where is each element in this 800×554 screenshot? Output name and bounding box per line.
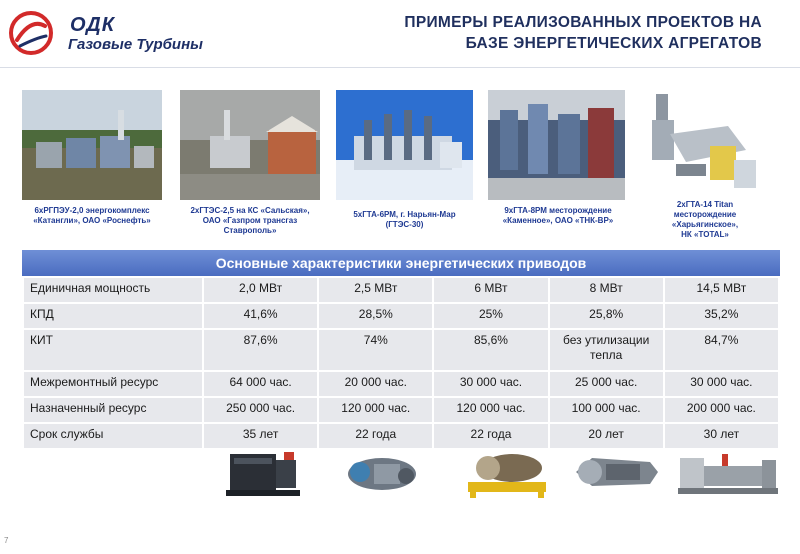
table-cell: 30 000 час. [433,371,548,397]
project-caption-4: 9хГТА-8РМ месторождение «Каменное», ОАО «ТНК-ВР» [502,206,614,225]
table-cell: 120 000 час. [318,397,433,423]
row-label: Единичная мощность [23,277,203,303]
row-label: Межремонтный ресурс [23,371,203,397]
table-row [23,329,779,371]
turbine-unit-render [650,90,760,200]
gas-piston-generator [224,446,302,498]
turbine-package [676,446,780,498]
table-cell: 41,6% [203,303,318,329]
project-caption-1: 6хРГПЭУ-2,0 энергокомплекс «Катангли», ОАО «Роснефть» [33,206,151,225]
company-logo [8,10,228,56]
table-cell: 25,8% [549,303,664,329]
table-title: Основные характеристики энергетических приводов [22,250,780,276]
table-cell: 8 МВт [549,277,664,303]
page-number: 7 [4,536,9,545]
table-cell: 22 года [433,423,548,449]
table-cell: без утилизации тепла [549,329,664,371]
table-cell: 6 МВт [433,277,548,303]
table-cell: 25 000 час. [549,371,664,397]
turbine-on-frame [466,446,548,498]
table-cell: 20 000 час. [318,371,433,397]
table-cell: 25% [433,303,548,329]
table-row [23,371,779,397]
table-cell: 120 000 час. [433,397,548,423]
title-divider [0,67,800,68]
table-row [23,303,779,329]
odk-logo-icon [8,10,54,56]
logo-title: ОДК [70,14,116,36]
table-row [23,397,779,423]
table-cell: 2,0 МВт [203,277,318,303]
table-cell: 87,6% [203,329,318,371]
row-label: КПД [23,303,203,329]
gas-turbine-engine [344,446,420,498]
row-label: Назначенный ресурс [23,397,203,423]
compressor-station-photo [180,90,320,200]
table-cell: 200 000 час. [664,397,779,423]
table-cell: 22 года [318,423,433,449]
characteristics-table [22,250,780,450]
logo-subtitle: Газовые Турбины [68,36,203,53]
power-plant-photo [22,90,162,200]
table-cell: 64 000 час. [203,371,318,397]
characteristics-grid [22,276,780,450]
row-label: Срок службы [23,423,203,449]
table-cell: 30 лет [664,423,779,449]
row-label: КИТ [23,329,203,371]
table-cell: 35,2% [664,303,779,329]
table-cell: 250 000 час. [203,397,318,423]
table-cell: 20 лет [549,423,664,449]
table-cell: 28,5% [318,303,433,329]
table-row [23,277,779,303]
table-cell: 2,5 МВт [318,277,433,303]
table-cell: 30 000 час. [664,371,779,397]
table-cell: 85,6% [433,329,548,371]
table-cell: 35 лет [203,423,318,449]
project-caption-3: 5хГТА-6РМ, г. Нарьян-Мар (ГТЭС-30) [353,210,456,229]
slide-title [342,12,762,54]
slide-title-line-1: ПРИМЕРЫ РЕАЛИЗОВАННЫХ ПРОЕКТОВ НА [404,14,762,31]
project-caption-2: 2хГТЭС-2,5 на КС «Сальская», ОАО «Газпром трансгаз Ставрополь» [190,206,310,235]
slide-title-line-2: БАЗЕ ЭНЕРГЕТИЧЕСКИХ АГРЕГАТОВ [465,35,762,52]
gas-turbine-station-photo [336,90,473,200]
table-cell: 100 000 час. [549,397,664,423]
table-cell: 84,7% [664,329,779,371]
aero-derivative-engine [572,446,662,498]
table-cell: 14,5 МВт [664,277,779,303]
field-power-units-photo [488,90,625,200]
table-cell: 74% [318,329,433,371]
project-caption-5: 2хГТА-14 Titan месторождение «Харьягинское», НК «TOTAL» [671,200,739,239]
